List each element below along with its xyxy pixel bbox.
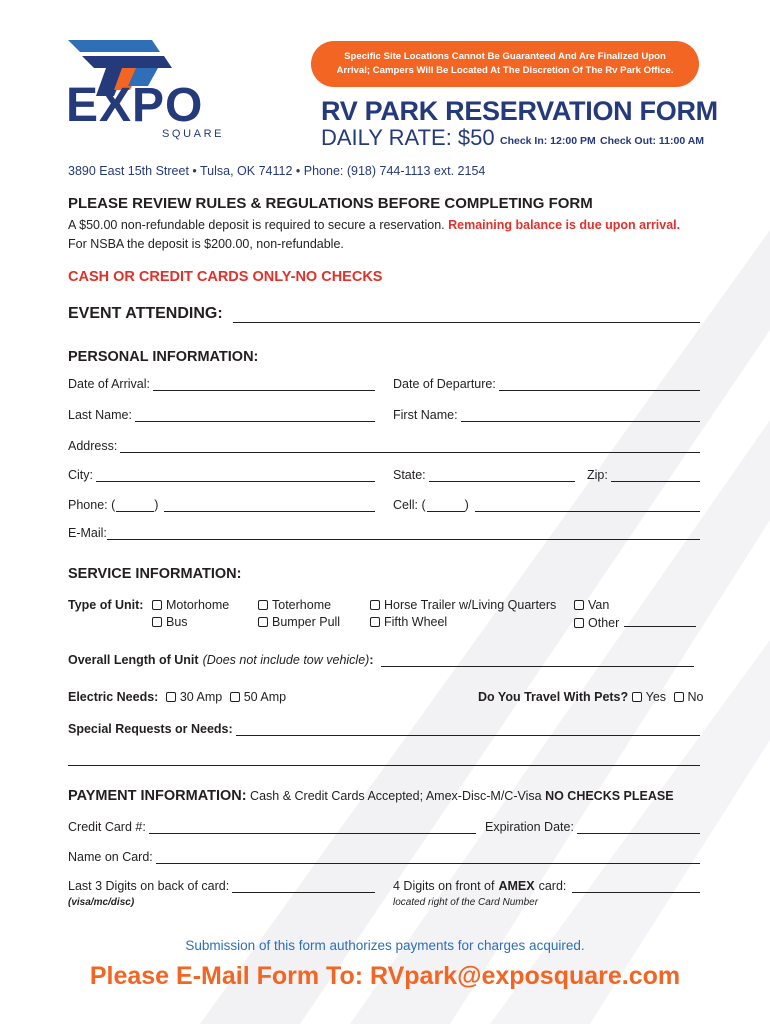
personal-info-heading: PERSONAL INFORMATION: — [68, 349, 259, 365]
name-on-card-label: Name on Card: — [68, 850, 153, 864]
payment-heading: PAYMENT INFORMATION: — [68, 788, 247, 804]
venue-address: 3890 East 15th Street • Tulsa, OK 74112 • Phone: (918) 744-1113 ext. 2154 — [68, 164, 486, 178]
van-label: Van — [588, 598, 610, 612]
electric-needs-label: Electric Needs: — [68, 690, 159, 704]
option-bumper-pull[interactable] — [258, 615, 340, 629]
unit-length-label: Overall Length of Unit — [68, 653, 199, 667]
state-field[interactable] — [393, 468, 575, 482]
authorization-text: Submission of this form authorizes payments for charges acquired. — [185, 938, 585, 953]
deposit-line — [68, 218, 680, 232]
special-requests-line[interactable] — [236, 724, 700, 736]
state-label: State: — [393, 468, 426, 482]
credit-card-field[interactable] — [68, 820, 476, 834]
address-field[interactable] — [68, 439, 700, 453]
cell-area-code-line[interactable] — [427, 500, 465, 512]
last-name-line[interactable] — [135, 410, 375, 422]
daily-rate: DAILY RATE: $50 — [321, 125, 495, 150]
other-line[interactable] — [624, 615, 696, 627]
email-label: E-Mail: — [68, 526, 107, 540]
option-fifth-wheel[interactable] — [370, 615, 447, 629]
cell-paren-close: ) — [464, 498, 469, 512]
unit-length-colon: : — [369, 653, 374, 667]
site-location-banner — [311, 41, 699, 87]
address-line[interactable] — [120, 441, 700, 453]
email-submission-line: Please E-Mail Form To: RVpark@exposquare.com — [89, 962, 681, 990]
checkbox-icon[interactable] — [152, 617, 162, 627]
no-checks-text: NO CHECKS PLEASE — [545, 789, 674, 803]
unit-length-line[interactable] — [381, 655, 694, 667]
phone-paren-close: ) — [154, 498, 159, 512]
first-name-field[interactable] — [393, 408, 700, 422]
zip-label: Zip: — [587, 468, 608, 482]
toterhome-label: Toterhome — [272, 598, 332, 612]
email-line[interactable] — [107, 528, 700, 540]
phone-area-code-line[interactable] — [116, 500, 154, 512]
expo-square-logo — [66, 38, 241, 148]
cell-label: Cell: ( — [393, 498, 426, 512]
credit-card-line[interactable] — [149, 822, 476, 834]
deposit-text: A $50.00 non-refundable deposit is required to secure a reservation. — [68, 218, 445, 232]
last3-label: Last 3 Digits on back of card: — [68, 879, 230, 893]
amex-digits-line[interactable] — [572, 881, 700, 893]
state-line[interactable] — [429, 470, 575, 482]
arrival-date-line[interactable] — [153, 379, 375, 391]
zip-line[interactable] — [611, 470, 700, 482]
option-toterhome[interactable] — [258, 598, 331, 612]
fifth-wheel-label: Fifth Wheel — [384, 615, 448, 629]
checkbox-icon[interactable] — [674, 692, 684, 702]
logo-sub-text: SQUARE — [162, 128, 225, 140]
city-line[interactable] — [96, 470, 375, 482]
checkbox-icon[interactable] — [632, 692, 642, 702]
unit-length-field[interactable] — [68, 653, 694, 667]
phone-label: Phone: ( — [68, 498, 116, 512]
checkbox-icon[interactable] — [166, 692, 176, 702]
bumper-pull-label: Bumper Pull — [272, 615, 341, 629]
unit-length-note: (Does not include tow vehicle) — [202, 653, 370, 667]
nsba-deposit-text: For NSBA the deposit is $200.00, non-refundable. — [68, 237, 344, 251]
expiration-field[interactable] — [485, 820, 700, 834]
last-name-label: Last Name: — [68, 408, 132, 422]
checkbox-icon[interactable] — [152, 600, 162, 610]
checkbox-icon[interactable] — [258, 617, 268, 627]
banner-line-2: Arrival; Campers Will Be Located At The Discretion Of The Rv Park Office. — [336, 65, 674, 76]
checkbox-icon[interactable] — [258, 600, 268, 610]
service-info-heading: SERVICE INFORMATION: — [68, 566, 242, 582]
amex-pre-label: 4 Digits on front of — [393, 879, 495, 893]
rules-heading: PLEASE REVIEW RULES & REGULATIONS BEFORE COMPLETING FORM — [68, 195, 593, 212]
checkbox-icon[interactable] — [574, 618, 584, 628]
form-title: RV PARK RESERVATION FORM — [321, 96, 718, 126]
option-motorhome[interactable] — [152, 598, 229, 612]
amp-50-label: 50 Amp — [243, 690, 287, 704]
amex-digits-field[interactable] — [393, 879, 700, 893]
last3-field[interactable] — [68, 879, 375, 893]
first-name-label: First Name: — [393, 408, 458, 422]
checkbox-icon[interactable] — [370, 617, 380, 627]
departure-date-label: Date of Departure: — [393, 377, 496, 391]
name-on-card-line[interactable] — [156, 852, 700, 864]
special-requests-label: Special Requests or Needs: — [68, 722, 233, 736]
check-out-time: Check Out: 11:00 AM — [600, 135, 705, 147]
cell-field[interactable] — [393, 498, 700, 512]
email-field[interactable] — [68, 526, 700, 540]
departure-date-line[interactable] — [499, 379, 700, 391]
first-name-line[interactable] — [461, 410, 700, 422]
city-label: City: — [68, 468, 93, 482]
expiration-line[interactable] — [577, 822, 700, 834]
event-attending-label: EVENT ATTENDING: — [68, 305, 223, 322]
option-bus[interactable] — [152, 615, 188, 629]
arrival-date-field[interactable] — [68, 377, 375, 391]
last3-line[interactable] — [232, 881, 375, 893]
bus-label: Bus — [166, 615, 188, 629]
option-other[interactable] — [574, 615, 696, 630]
balance-text: Remaining balance is due upon arrival. — [448, 218, 681, 232]
amex-post-label: card: — [538, 879, 567, 893]
payment-heading-row — [68, 788, 674, 804]
pets-yes-label: Yes — [645, 690, 667, 704]
electric-needs-row — [68, 690, 286, 704]
checkbox-icon[interactable] — [574, 600, 584, 610]
unit-type-label: Type of Unit: — [68, 598, 144, 612]
checkbox-icon[interactable] — [230, 692, 240, 702]
city-field[interactable] — [68, 468, 375, 482]
pets-label: Do You Travel With Pets? — [478, 690, 629, 704]
checkbox-icon[interactable] — [370, 600, 380, 610]
address-label: Address: — [68, 439, 118, 453]
departure-date-field[interactable] — [393, 377, 700, 391]
pets-row — [478, 690, 704, 704]
special-requests-line-2[interactable] — [68, 754, 700, 766]
expiration-label: Expiration Date: — [485, 820, 574, 834]
last3-note: (visa/mc/disc) — [68, 897, 135, 908]
option-horse-trailer[interactable] — [370, 598, 556, 612]
amp-30-label: 30 Amp — [179, 690, 223, 704]
last-name-field[interactable] — [68, 408, 375, 422]
option-van[interactable] — [574, 598, 609, 612]
check-in-time: Check In: 12:00 PM — [500, 135, 596, 147]
payment-accepted-text: Cash & Credit Cards Accepted; Amex-Disc-M/C-Visa — [250, 789, 542, 803]
arrival-date-label: Date of Arrival: — [68, 377, 150, 391]
phone-field[interactable] — [68, 498, 375, 512]
logo-brand-text: EXPO — [66, 79, 204, 132]
banner-line-1: Specific Site Locations Cannot Be Guaranteed And Are Finalized Upon — [344, 51, 666, 62]
special-requests-field[interactable] — [68, 722, 700, 736]
name-on-card-field[interactable] — [68, 850, 700, 864]
credit-card-label: Credit Card #: — [68, 820, 146, 834]
zip-field[interactable] — [587, 468, 700, 482]
horse-trailer-label: Horse Trailer w/Living Quarters — [384, 598, 557, 612]
event-attending-line[interactable] — [233, 311, 700, 323]
motorhome-label: Motorhome — [166, 598, 230, 612]
cell-number-line[interactable] — [475, 500, 700, 512]
phone-number-line[interactable] — [164, 500, 375, 512]
other-label: Other — [588, 616, 620, 630]
amex-label: AMEX — [498, 879, 535, 893]
payment-method-notice: CASH OR CREDIT CARDS ONLY-NO CHECKS — [68, 269, 383, 285]
event-attending-field[interactable] — [68, 305, 700, 323]
amex-note: located right of the Card Number — [393, 897, 539, 908]
pets-no-label: No — [687, 690, 704, 704]
